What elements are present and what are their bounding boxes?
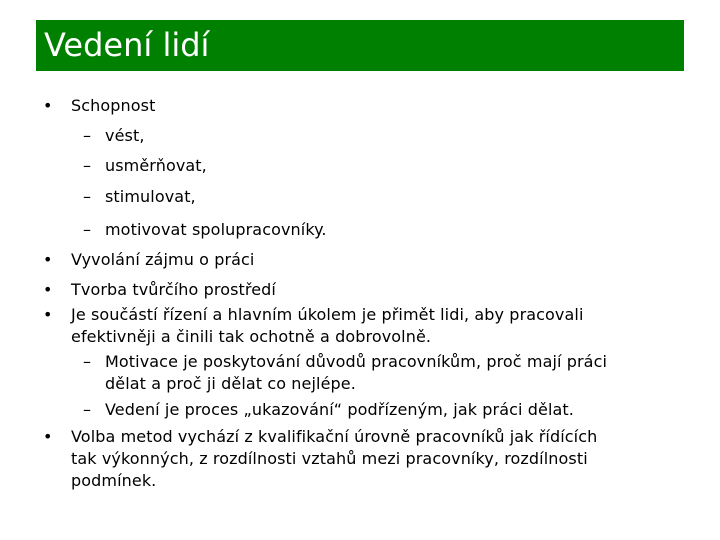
sub-list-item: vést, xyxy=(105,126,145,145)
dash-marker: – xyxy=(83,126,91,145)
list-item: Volba metod vychází z kvalifikační úrovně pracovníků jak řídících xyxy=(71,427,598,446)
list-item-continuation: efektivněji a činili tak ochotně a dobrovolně. xyxy=(71,327,432,346)
dash-marker: – xyxy=(83,352,91,371)
dash-marker: – xyxy=(83,187,91,206)
dash-marker: – xyxy=(83,220,91,239)
bullet-marker: • xyxy=(43,427,53,446)
bullet-marker: • xyxy=(43,250,53,269)
sub-list-item-continuation: dělat a proč ji dělat co nejlépe. xyxy=(105,374,356,393)
sub-list-item: motivovat spolupracovníky. xyxy=(105,220,327,239)
sub-list-item: usměrňovat, xyxy=(105,156,207,175)
list-item: Schopnost xyxy=(71,96,156,115)
sub-list-item: stimulovat, xyxy=(105,187,196,206)
list-item: Tvorba tvůrčího prostředí xyxy=(71,280,276,299)
sub-list-item: Motivace je poskytování důvodů pracovníkům, proč mají práci xyxy=(105,352,608,371)
bullet-marker: • xyxy=(43,305,53,324)
bullet-marker: • xyxy=(43,96,53,115)
slide-title: Vedení lidí xyxy=(44,26,210,64)
list-item-continuation: podmínek. xyxy=(71,471,157,490)
list-item-continuation: tak výkonných, z rozdílnosti vztahů mezi pracovníky, rozdílnosti xyxy=(71,449,588,468)
sub-list-item: Vedení je proces „ukazování“ podřízeným, jak práci dělat. xyxy=(105,400,574,419)
list-item: Vyvolání zájmu o práci xyxy=(71,250,255,269)
dash-marker: – xyxy=(83,156,91,175)
list-item: Je součástí řízení a hlavním úkolem je přimět lidi, aby pracovali xyxy=(71,305,584,324)
bullet-marker: • xyxy=(43,280,53,299)
dash-marker: – xyxy=(83,400,91,419)
